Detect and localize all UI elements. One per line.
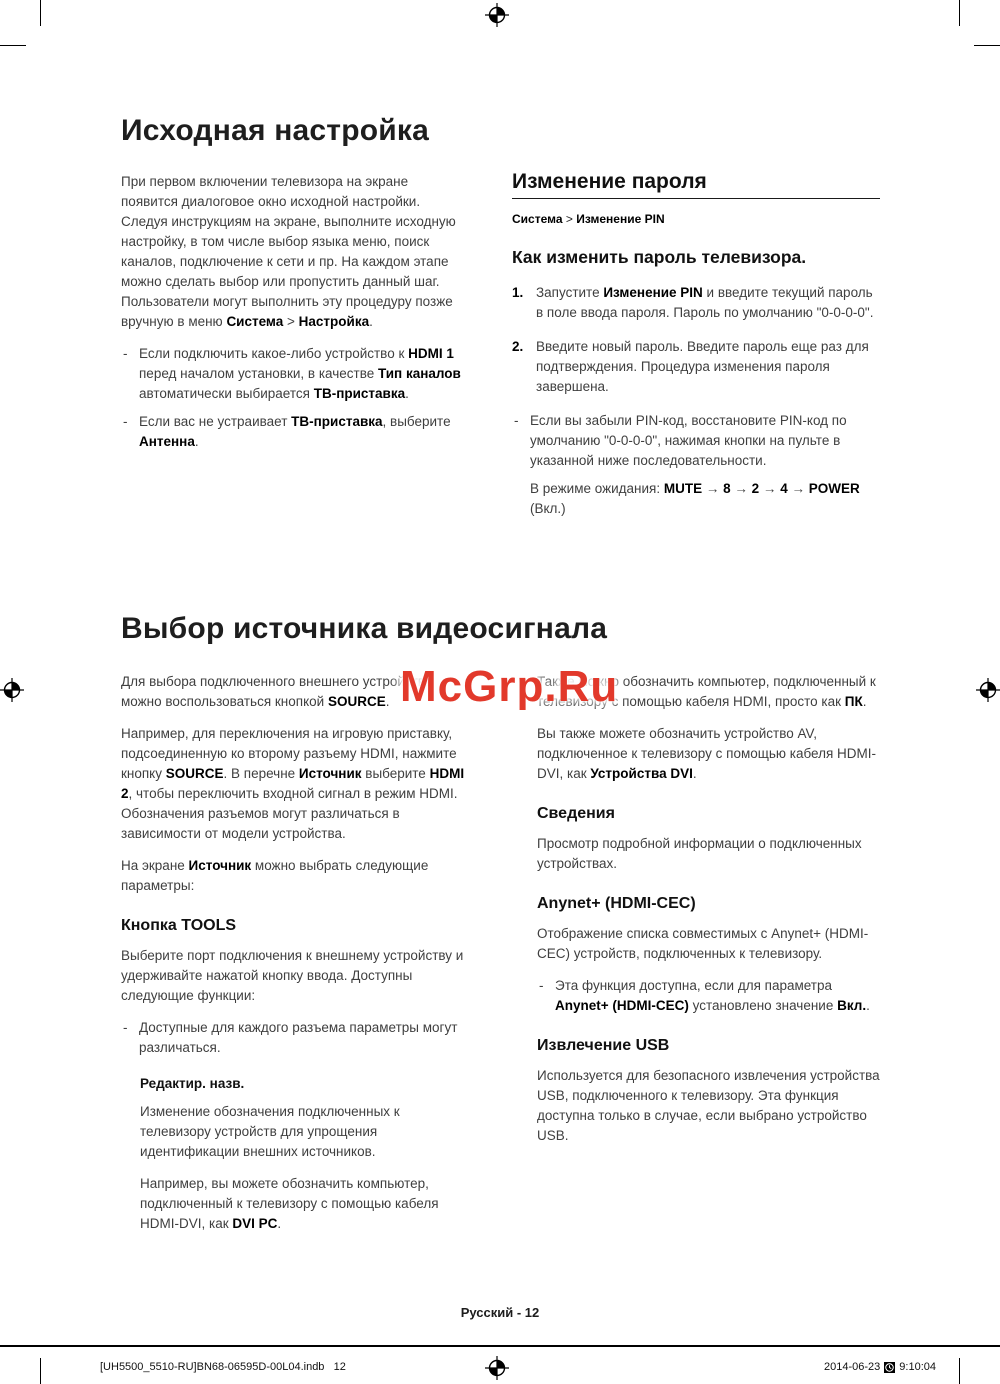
list-item-text: Если подключить какое-либо устройство к HDMI 1 перед началом установки, в качестве Тип каналов автоматически выбирается ТВ-приставка. xyxy=(139,346,461,401)
step-number: 2. xyxy=(512,339,524,354)
initial-setup-left-column xyxy=(121,172,466,460)
crop-mark xyxy=(40,0,41,26)
tools-button-heading: Кнопка TOOLS xyxy=(121,917,237,934)
list-item-text: Доступные для каждого разъема параметры могут различаться. xyxy=(139,1020,458,1055)
crop-mark xyxy=(959,0,960,26)
numbered-step xyxy=(512,337,880,397)
key-sequence-text: В режиме ожидания: MUTE → 8 → 2 → 4 → POWER (Вкл.) xyxy=(530,481,860,516)
dash-marker: - xyxy=(539,978,544,993)
registration-mark-icon xyxy=(0,678,24,702)
dash-marker: - xyxy=(123,346,128,361)
how-to-change-password-heading: Как изменить пароль телевизора. xyxy=(512,247,807,267)
list-item xyxy=(121,344,466,404)
numbered-step xyxy=(512,283,880,323)
section-title-source-selection: Выбор источника видеосигнала xyxy=(121,612,608,645)
list-item xyxy=(537,976,882,1016)
paragraph: Вы также можете обозначить устройство AV, подключенное к телевизору с помощью кабеля HDMI-DVI, как Устройства DVI. xyxy=(537,726,877,781)
registration-mark-icon xyxy=(976,678,1000,702)
information-heading: Сведения xyxy=(537,805,615,822)
print-timestamp xyxy=(824,1361,936,1373)
dash-marker: - xyxy=(514,413,519,428)
crop-mark xyxy=(974,45,1000,46)
list-item-text: Эта функция доступна, если для параметра Anynet+ (HDMI-CEC) установлено значение Вкл.. xyxy=(555,978,870,1013)
section-title-initial-setup: Исходная настройка xyxy=(121,114,429,147)
bottom-rule xyxy=(0,1345,1000,1347)
registration-mark-icon xyxy=(485,1356,509,1380)
step-text: Запустите Изменение PIN и введите текущий пароль в поле ввода пароля. Пароль по умолчанию "0-0-0-0". xyxy=(536,285,874,320)
print-file-info: [UH5500_5510-RU]BN68-06595D-00L04.indb 12 xyxy=(100,1361,346,1373)
paragraph: Просмотр подробной информации о подключенных устройствах. xyxy=(537,836,862,871)
change-password-column xyxy=(512,172,880,519)
paragraph: Выберите порт подключения к внешнему устройству и удерживайте нажатой кнопку ввода. Доступны следующие функции: xyxy=(121,948,464,1003)
list-item-text: Если вы забыли PIN-код, восстановите PIN-код по умолчанию "0-0-0-0", нажимая кнопки на пульте в указанной ниже последовательности. xyxy=(530,413,847,468)
paragraph: Например, вы можете обозначить компьютер, подключенный к телевизору с помощью кабеля HDMI-DVI, как DVI PC. xyxy=(140,1176,439,1231)
list-item xyxy=(121,1018,469,1058)
edit-name-subsection xyxy=(140,1074,469,1234)
source-selection-right-column xyxy=(537,672,882,1158)
paragraph: Для выбора подключенного внешнего устройства можно воспользоваться кнопкой SOURCE. xyxy=(121,674,433,709)
paragraph: Используется для безопасного извлечения устройства USB, подключенного к телевизору. Эта функция доступна только в случае, если выбрано устройство USB. xyxy=(537,1068,880,1143)
list-item xyxy=(121,412,466,452)
step-text: Введите новый пароль. Введите пароль еще раз для подтверждения. Процедура изменения пароля завершена. xyxy=(536,339,869,394)
paragraph: Например, для переключения на игровую приставку, подсоединенную ко второму разъему HDMI, нажмите кнопку SOURCE. В перечне Источник выберите HDMI 2, чтобы переключить входной сигнал в режим HDMI. Обозначения разъемов могут различаться в зависимости от модели устройства. xyxy=(121,726,465,841)
print-date: 2014-06-23 xyxy=(824,1361,881,1373)
crop-mark xyxy=(40,1358,41,1384)
edit-name-heading: Редактир. назв. xyxy=(140,1076,245,1091)
list-item-text: Если вас не устраивает ТВ-приставка, выберите Антенна. xyxy=(139,414,451,449)
anynet-heading: Anynet+ (HDMI-CEC) xyxy=(537,895,696,912)
page-footer: Русский - 12 xyxy=(460,1305,540,1320)
paragraph: Изменение обозначения подключенных к телевизору устройств для упрощения идентификации внешних источников. xyxy=(140,1104,400,1159)
paragraph: Также можно обозначить компьютер, подключенный к телевизору с помощью кабеля HDMI, просто как ПК. xyxy=(537,674,876,709)
clock-icon xyxy=(884,1362,895,1373)
list-item xyxy=(512,411,880,471)
paragraph: Отображение списка совместимых с Anynet+ (HDMI-CEC) устройств, подключенных к телевизору. xyxy=(537,926,869,961)
crop-mark xyxy=(959,1358,960,1384)
dash-marker: - xyxy=(123,414,128,429)
usb-removal-heading: Извлечение USB xyxy=(537,1037,670,1054)
change-password-heading: Изменение пароля xyxy=(512,172,880,199)
step-number: 1. xyxy=(512,285,524,300)
dash-marker: - xyxy=(123,1020,128,1035)
print-time: 9:10:04 xyxy=(899,1361,936,1373)
registration-mark-icon xyxy=(485,3,509,27)
paragraph: На экране Источник можно выбрать следующие параметры: xyxy=(121,858,429,893)
breadcrumb: Система > Изменение PIN xyxy=(512,212,665,226)
intro-paragraph: При первом включении телевизора на экране появится диалоговое окно исходной настройки. Следуя инструкциям на экране, выполните исходную настройку, в том числе выбор языка меню, поиск каналов, подключение к сети и пр. На каждом этапе можно сделать выбор или пропустить данный шаг. Пользователи могут выполнить эту процедуру позже вручную в меню Система > Настройка. xyxy=(121,174,456,329)
watermark: McGrp.Ru xyxy=(400,662,619,711)
source-selection-left-column xyxy=(121,672,469,1246)
crop-mark xyxy=(0,45,26,46)
